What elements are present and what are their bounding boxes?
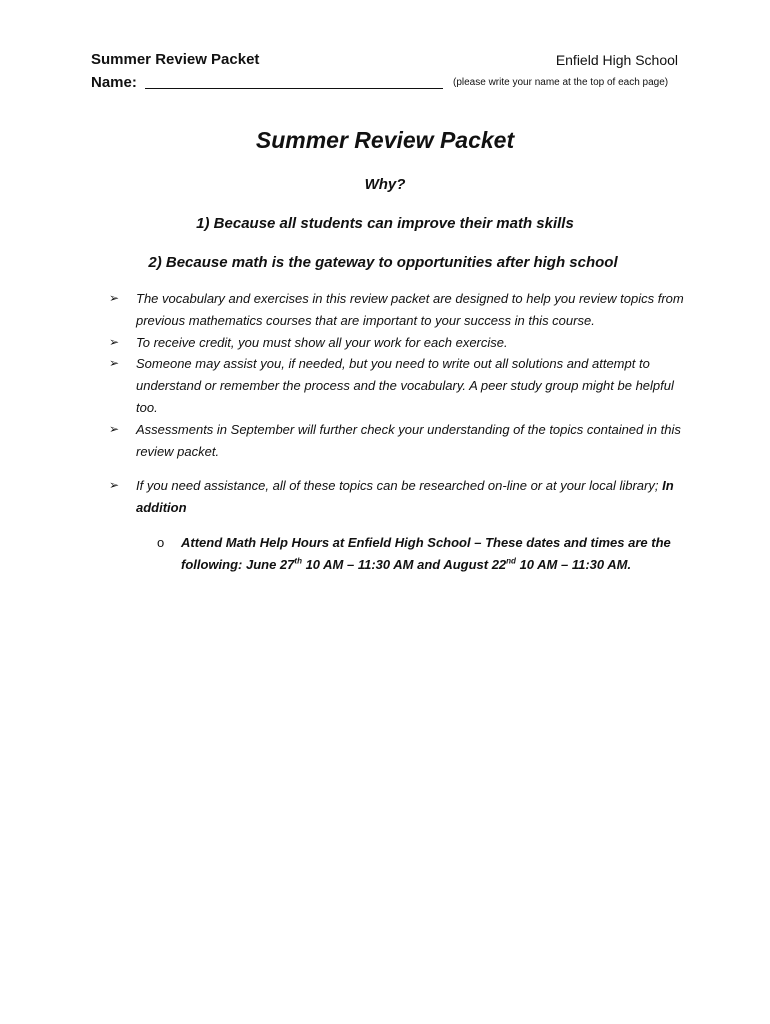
bullet-text: Assessments in September will further check your understanding of the topics contained in this review packet. bbox=[136, 421, 681, 459]
why-heading: Why? bbox=[364, 176, 406, 193]
arrow-bullet-icon: ➢ bbox=[109, 421, 120, 436]
reason-2: 2) Because math is the gateway to opportunities after high school bbox=[148, 254, 618, 271]
name-label: Name: bbox=[91, 74, 137, 91]
help-hours-item bbox=[157, 532, 711, 576]
page-title: Summer Review Packet bbox=[255, 127, 515, 153]
arrow-bullet-icon: ➢ bbox=[109, 478, 120, 493]
assistance-text: If you need assistance, all of these topics can be researched on-line or at your local library; bbox=[136, 478, 659, 494]
list-item bbox=[109, 353, 694, 418]
header-school: Enfield High School bbox=[555, 52, 678, 68]
list-item bbox=[109, 332, 694, 354]
bullet-text: Someone may assist you, if needed, but you need to write out all solutions and attempt to understand or remember the process and the vocabulary. A peer study group might be helpful too. bbox=[136, 356, 674, 415]
name-row bbox=[91, 72, 443, 94]
assistance-bold-tail: In addition bbox=[136, 478, 674, 516]
date-suffix-2: nd bbox=[506, 556, 516, 566]
name-blank-line[interactable] bbox=[145, 74, 443, 89]
date-suffix-1: th bbox=[294, 556, 302, 566]
help-hours-intro: Attend Math Help Hours at Enfield High School – These dates and times are the following: June 27 bbox=[181, 535, 671, 572]
bullet-list bbox=[109, 288, 694, 519]
bullet-text: The vocabulary and exercises in this review packet are designed to help you review topics from previous mathematics courses that are important to your success in this course. bbox=[136, 291, 684, 328]
bullet-text: To receive credit, you must show all your work for each exercise. bbox=[136, 334, 508, 350]
arrow-bullet-icon: ➢ bbox=[109, 291, 120, 305]
list-item bbox=[109, 288, 694, 332]
header-title: Summer Review Packet bbox=[91, 51, 260, 68]
circle-bullet-icon: o bbox=[157, 535, 165, 550]
name-note: (please write your name at the top of each page) bbox=[453, 77, 669, 88]
help-hours-mid: 10 AM – 11:30 AM and August 22 bbox=[301, 556, 507, 572]
arrow-bullet-icon: ➢ bbox=[109, 356, 120, 371]
list-item bbox=[109, 475, 694, 519]
help-hours-end: 10 AM – 11:30 AM. bbox=[515, 556, 632, 572]
reason-1: 1) Because all students can improve their math skills bbox=[196, 215, 574, 232]
list-item bbox=[109, 419, 694, 463]
arrow-bullet-icon: ➢ bbox=[109, 334, 120, 349]
